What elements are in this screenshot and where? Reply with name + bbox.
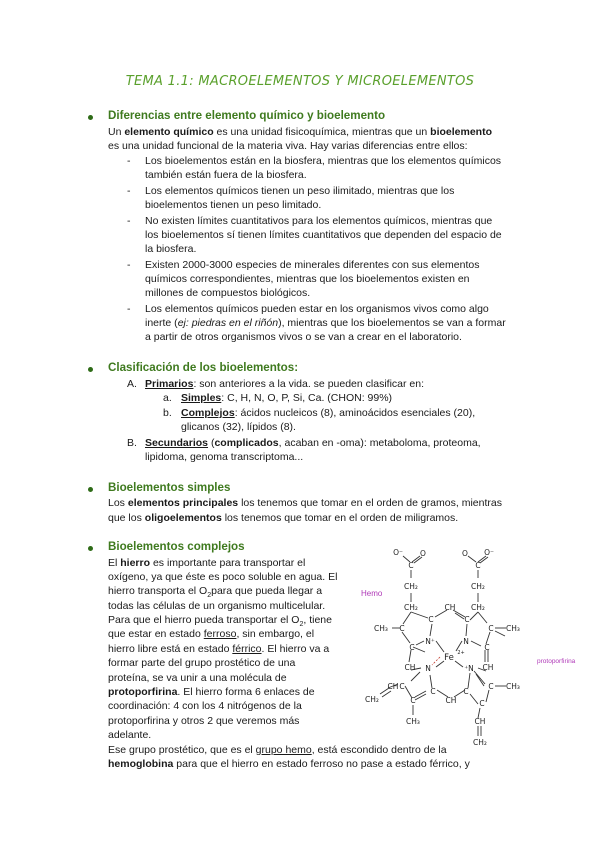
nitrogen-atom: N — [425, 664, 431, 673]
list-marker: a. — [163, 392, 172, 404]
methyl-group: CH₃ — [506, 682, 520, 691]
nitrogen-atom: ⁺N — [464, 664, 474, 673]
list-item: Secundarios (complicados, acaban en -oma): metaboloma, proteoma, — [145, 437, 481, 449]
list-item: Los elementos químicos tienen un peso ilimitado, mientras que los — [145, 185, 455, 197]
carbon-atom: C — [410, 696, 416, 705]
paragraph-line: formar parte del grupo prostético de una — [108, 657, 296, 669]
section-heading: Bioelementos simples — [108, 481, 231, 494]
bullet-icon — [88, 115, 93, 120]
list-item: Existen 2000-3000 especies de minerales diferentes con sus elementos — [145, 259, 480, 271]
list-item-continuation: la biosfera. — [145, 243, 197, 255]
paragraph-line: protoporfirina y otros 2 que veremos más — [108, 715, 300, 727]
paragraph-line: El hierro es importante para transportar el — [108, 557, 306, 569]
methine-group: CH — [445, 696, 457, 705]
list-item: Los elementos químicos pueden estar en los organismos vivos como algo — [145, 303, 489, 315]
iron-atom: Fe — [444, 653, 454, 663]
carbon-atom: C — [488, 682, 494, 691]
protoporphyrin-label: protoporfirina — [537, 658, 576, 665]
section-heading: Diferencias entre elemento químico y bioelemento — [108, 109, 386, 122]
methylene-group: CH₂ — [365, 695, 379, 704]
oxygen-atom: O⁻ — [393, 548, 403, 557]
paragraph-line: Los elementos principales los tenemos que tomar en el orden de gramos, mientras — [108, 497, 502, 509]
methine-group: CH — [387, 682, 399, 691]
list-item: Simples: C, H, N, O, P, Si, Ca. (CHON: 99%) — [181, 392, 393, 404]
carbon-atom: C — [488, 624, 494, 633]
paragraph-line: Para que el hierro pueda transportar el $O_2$, tiene — [108, 614, 332, 629]
carbon-atom: C — [409, 643, 415, 652]
paragraph-line: hemoglobina para que el hierro en estado ferroso no pase a estado férrico, y — [108, 758, 470, 770]
methylene-group: CH₂ — [473, 738, 487, 747]
methine-group: CH — [444, 603, 456, 612]
list-item: Complejos: ácidos nucleicos (8), aminoácidos esenciales (20), — [181, 407, 476, 419]
list-item-continuation: químicos correspondientes, mientras que los bioelementos existen en — [145, 273, 470, 285]
oxygen-atom: O⁻ — [484, 548, 494, 557]
paragraph-line: coordinación: 4 con los 4 nitrógenos de la — [108, 700, 302, 712]
dash-marker: - — [127, 259, 131, 271]
paragraph-line: adelante. — [108, 729, 152, 741]
bullet-icon — [88, 367, 93, 372]
dash-marker: - — [127, 303, 131, 315]
methine-group: CH — [404, 663, 416, 672]
iron-charge: 2+ — [457, 650, 465, 656]
carbon-atom: C — [408, 561, 414, 570]
list-item: Primarios: son anteriores a la vida. se pueden clasificar en: — [145, 378, 425, 390]
paragraph-line: que los oligoelementos los tenemos que tomar en el orden de miligramos. — [108, 512, 459, 524]
oxygen-atom: O — [420, 549, 426, 558]
list-item-continuation: inerte (ej: piedras en el riñón), mientras que los bioelementos se van a formar — [145, 317, 506, 329]
paragraph-line: Un elemento químico es una unidad fisicoquímica, mientras que un bioelemento — [108, 126, 492, 138]
nitrogen-atom: N⁺ — [425, 637, 435, 646]
methyl-group: CH₃ — [406, 717, 420, 726]
section-heading: Bioelementos complejos — [108, 540, 245, 553]
page-title: TEMA 1.1: MACROELEMENTOS Y MICROELEMENTOS — [125, 74, 475, 89]
oxygen-atom: O — [462, 549, 468, 558]
dash-marker: - — [127, 185, 131, 197]
paragraph-line: todas las células de un organismo multicelular. — [108, 600, 326, 612]
carbon-atom: C — [475, 561, 481, 570]
methylene-group: CH₂ — [404, 582, 418, 591]
list-marker: b. — [163, 407, 172, 419]
carbon-atom: C — [399, 682, 405, 691]
list-item-continuation: glicanos (32), lípidos (8). — [181, 421, 296, 433]
section-heading: Clasificación de los bioelementos: — [108, 361, 299, 374]
paragraph-line: oxígeno, ya que éste es poco soluble en agua. El — [108, 571, 338, 583]
methyl-group: CH₃ — [374, 624, 388, 633]
list-marker: B. — [127, 437, 137, 449]
paragraph-line: hierro transporta el $O_2para$ que pueda llegar a — [108, 585, 323, 600]
list-item-continuation: bioelementos tienen un peso limitado. — [145, 199, 322, 211]
dash-marker: - — [127, 215, 131, 227]
methylene-group: CH₂ — [471, 582, 485, 591]
carbon-atom: C — [463, 687, 469, 696]
paragraph-line: proteína, se va unir a una molécula de — [108, 672, 287, 684]
dash-marker: - — [127, 155, 131, 167]
list-item-continuation: a partir de otros organismos vivos o se van a crear en el laboratorio. — [145, 331, 462, 343]
bullet-icon — [88, 546, 93, 551]
list-item-continuation: millones de compuestos biológicos. — [145, 287, 311, 299]
paragraph-line: que estar en estado ferroso, sin embargo, el — [108, 628, 315, 640]
carbon-atom: C — [479, 699, 485, 708]
list-marker: A. — [127, 378, 137, 390]
bullet-icon — [88, 487, 93, 492]
carbon-atom: C — [464, 615, 470, 624]
carbon-atom: C — [484, 643, 490, 652]
methylene-group: CH₂ — [471, 603, 485, 612]
nitrogen-atom: N — [463, 637, 469, 646]
list-item: No existen límites cuantitativos para los elementos químicos, mientras que — [145, 215, 493, 227]
heme-label: Hemo — [361, 589, 383, 598]
methine-group: CH — [482, 663, 494, 672]
carbon-atom: C — [399, 624, 405, 633]
methyl-group: CH₃ — [506, 624, 520, 633]
carbon-atom: C — [430, 687, 436, 696]
paragraph-line: es una unidad funcional de la materia viva. Hay varias diferencias entre ellos: — [108, 140, 468, 152]
paragraph-line: hierro libre está en estado férrico. El hierro va a — [108, 643, 330, 655]
carbon-atom: C — [428, 615, 434, 624]
list-item-continuation: también están fuera de la biosfera. — [145, 169, 307, 181]
list-item-continuation: lipidoma, genoma transcriptoma... — [145, 451, 304, 463]
methylene-group: CH₂ — [404, 603, 418, 612]
list-item-continuation: los bioelementos sí tienen límites cuantitativos que dependen del espacio de — [145, 229, 502, 241]
paragraph-line: Ese grupo prostético, que es el grupo hemo, está escondido dentro de la — [108, 744, 447, 756]
paragraph-line: protoporfirina. El hierro forma 6 enlaces de — [108, 686, 315, 698]
methine-group: CH — [474, 717, 486, 726]
list-item: Los bioelementos están en la biosfera, mientras que los elementos químicos — [145, 155, 502, 167]
